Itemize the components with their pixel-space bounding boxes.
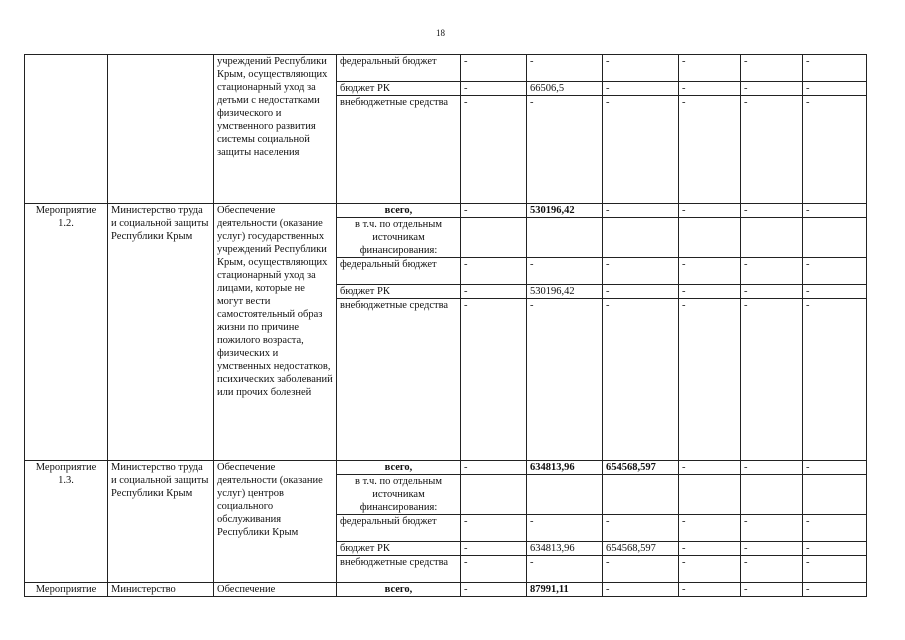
executor-cell: Министерство (108, 583, 214, 597)
value-cell: - (803, 285, 867, 299)
value-cell: - (527, 55, 603, 82)
source-label-cell: бюджет РК (337, 285, 461, 299)
source-label-cell: в т.ч. по отдельным источникам финансирования: (337, 475, 461, 515)
value-cell: - (527, 299, 603, 461)
value-cell: 530196,42 (527, 204, 603, 218)
value-cell: - (461, 204, 527, 218)
value-cell: - (603, 515, 679, 542)
value-cell: - (603, 556, 679, 583)
value-cell: - (461, 55, 527, 82)
value-cell: 66506,5 (527, 82, 603, 96)
measure-cell: Мероприятие (25, 583, 108, 597)
value-cell: - (741, 285, 803, 299)
value-cell: - (741, 556, 803, 583)
value-cell: - (461, 82, 527, 96)
executor-cell: Министерство труда и социальной защиты Республики Крым (108, 204, 214, 461)
value-cell: - (603, 96, 679, 204)
value-cell (603, 218, 679, 258)
value-cell: - (603, 55, 679, 82)
value-cell: 654568,597 (603, 542, 679, 556)
source-label-cell: федеральный бюджет (337, 258, 461, 285)
description-cell: Обеспечение деятельности (оказание услуг) государственных учреждений Республики Крым, осуществляющих стационарный уход за лицами, которые не могут вести самостоятельный образ жизни по причине пожилого возраста, физических и умственных недостатков, психических заболеваний или прочих болезней (214, 204, 337, 461)
source-label-cell: всего, (337, 583, 461, 597)
value-cell: - (679, 583, 741, 597)
value-cell: - (679, 285, 741, 299)
value-cell: - (461, 556, 527, 583)
value-cell: - (603, 285, 679, 299)
source-label-cell: федеральный бюджет (337, 515, 461, 542)
value-cell: - (679, 258, 741, 285)
value-cell: - (803, 583, 867, 597)
measure-cell: Мероприятие 1.2. (25, 204, 108, 461)
budget-table (24, 54, 867, 597)
value-cell: 530196,42 (527, 285, 603, 299)
value-cell: - (679, 82, 741, 96)
value-cell: - (603, 82, 679, 96)
value-cell: 634813,96 (527, 461, 603, 475)
value-cell: - (679, 556, 741, 583)
value-cell (679, 475, 741, 515)
value-cell: - (527, 96, 603, 204)
source-label-cell: бюджет РК (337, 542, 461, 556)
source-label-cell: внебюджетные средства (337, 556, 461, 583)
value-cell (803, 475, 867, 515)
value-cell: - (461, 515, 527, 542)
description-cell: Обеспечение (214, 583, 337, 597)
value-cell (741, 475, 803, 515)
source-label-cell: в т.ч. по отдельным источникам финансирования: (337, 218, 461, 258)
value-cell: - (803, 299, 867, 461)
value-cell: - (461, 258, 527, 285)
value-cell (461, 218, 527, 258)
value-cell: - (741, 55, 803, 82)
value-cell: - (741, 82, 803, 96)
value-cell: - (803, 258, 867, 285)
source-label-cell: федеральный бюджет (337, 55, 461, 82)
source-label-cell: бюджет РК (337, 82, 461, 96)
description-cell: учреждений Республики Крым, осуществляющих стационарный уход за детьми с недостатками физического и умственного развития системы социальной защиты населения (214, 55, 337, 204)
value-cell: 87991,11 (527, 583, 603, 597)
value-cell: - (741, 258, 803, 285)
value-cell: - (741, 461, 803, 475)
value-cell: - (741, 299, 803, 461)
value-cell: - (679, 96, 741, 204)
source-label-cell: внебюджетные средства (337, 299, 461, 461)
value-cell (603, 475, 679, 515)
page-number: 18 (436, 28, 445, 38)
value-cell: - (741, 515, 803, 542)
value-cell: 654568,597 (603, 461, 679, 475)
value-cell: - (603, 204, 679, 218)
value-cell: - (461, 299, 527, 461)
table-row (25, 204, 867, 218)
value-cell: - (679, 542, 741, 556)
value-cell: - (461, 583, 527, 597)
value-cell: - (679, 55, 741, 82)
value-cell: 634813,96 (527, 542, 603, 556)
measure-cell: Мероприятие 1.3. (25, 461, 108, 583)
value-cell: - (603, 258, 679, 285)
value-cell: - (741, 204, 803, 218)
value-cell (679, 218, 741, 258)
value-cell: - (803, 82, 867, 96)
value-cell: - (803, 556, 867, 583)
source-label-cell: всего, (337, 204, 461, 218)
value-cell: - (603, 583, 679, 597)
value-cell: - (803, 96, 867, 204)
value-cell (741, 218, 803, 258)
value-cell: - (461, 285, 527, 299)
source-label-cell: внебюджетные средства (337, 96, 461, 204)
value-cell (527, 475, 603, 515)
value-cell: - (461, 461, 527, 475)
source-label-cell: всего, (337, 461, 461, 475)
value-cell: - (603, 299, 679, 461)
value-cell: - (679, 515, 741, 542)
value-cell (461, 475, 527, 515)
value-cell: - (461, 542, 527, 556)
value-cell: - (527, 515, 603, 542)
value-cell: - (803, 204, 867, 218)
value-cell: - (527, 556, 603, 583)
value-cell: - (679, 204, 741, 218)
value-cell: - (741, 542, 803, 556)
table-row (25, 583, 867, 597)
description-cell: Обеспечение деятельности (оказание услуг) центров социального обслуживания Республики Крым (214, 461, 337, 583)
value-cell (803, 218, 867, 258)
value-cell (527, 218, 603, 258)
executor-cell: Министерство труда и социальной защиты Республики Крым (108, 461, 214, 583)
value-cell: - (741, 583, 803, 597)
value-cell: - (527, 258, 603, 285)
value-cell: - (803, 461, 867, 475)
value-cell: - (803, 515, 867, 542)
value-cell: - (679, 461, 741, 475)
value-cell: - (741, 96, 803, 204)
measure-cell (25, 55, 108, 204)
table-row (25, 461, 867, 475)
value-cell: - (803, 55, 867, 82)
value-cell: - (803, 542, 867, 556)
executor-cell (108, 55, 214, 204)
value-cell: - (679, 299, 741, 461)
value-cell: - (461, 96, 527, 204)
table-row (25, 55, 867, 82)
